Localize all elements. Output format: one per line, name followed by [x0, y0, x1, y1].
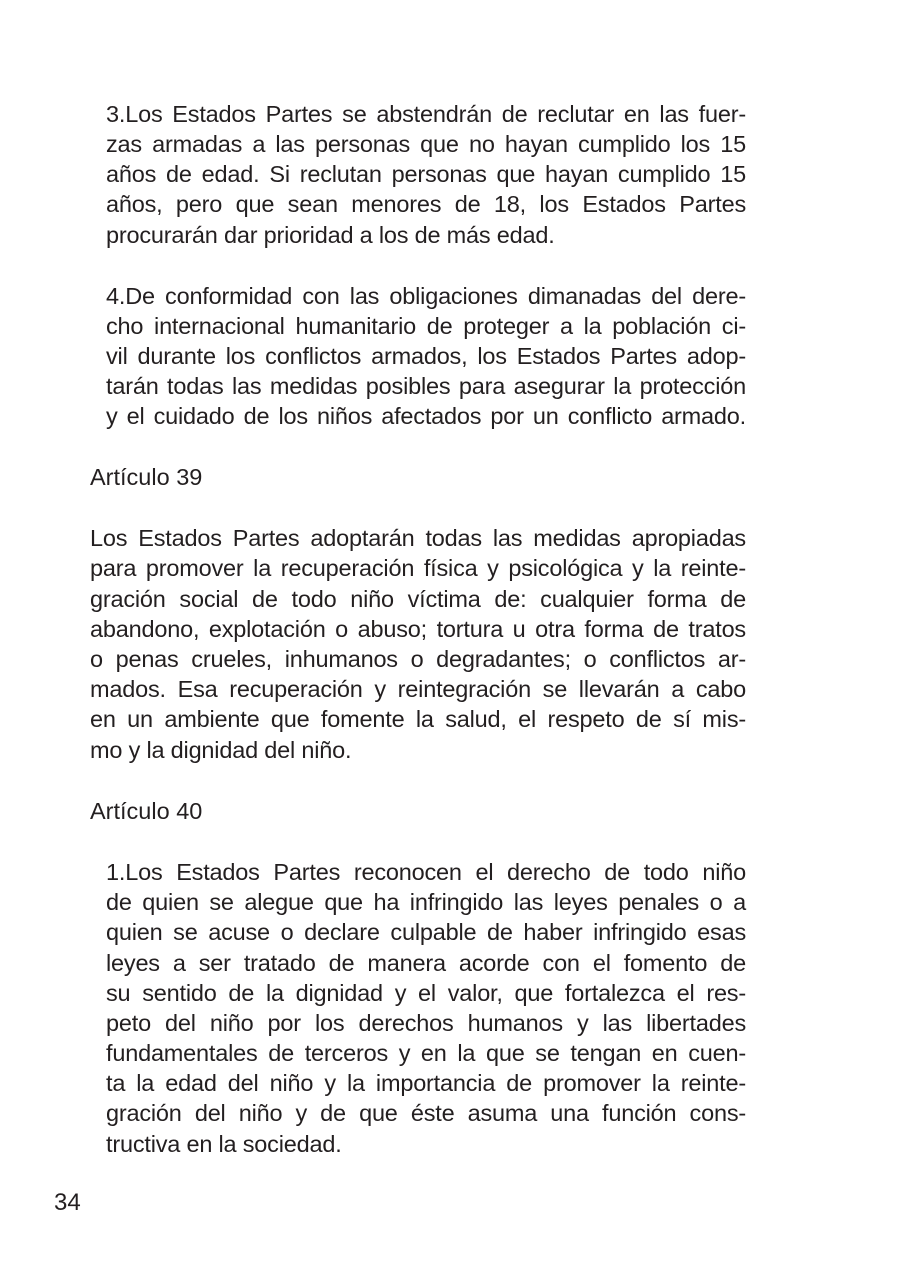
text-line: años, pero que sean menores de 18, los Estados Partes	[106, 191, 746, 217]
text-line: cho internacional humanitario de proteger a la población ci-	[106, 313, 746, 339]
text-line: procurarán dar prioridad a los de más edad.	[106, 222, 555, 248]
text-line: mados. Esa recuperación y reintegración se llevarán a cabo	[90, 676, 746, 702]
text-line: gración social de todo niño víctima de: cualquier forma de	[90, 586, 746, 612]
article-heading-39: Artículo 39	[90, 464, 203, 490]
text-line: vil durante los conflictos armados, los Estados Partes adop-	[106, 343, 746, 369]
text-line: leyes a ser tratado de manera acorde con el fomento de	[106, 950, 746, 976]
text-line: años de edad. Si reclutan personas que hayan cumplido 15	[106, 161, 746, 187]
text-line: Los Estados Partes adoptarán todas las medidas apropiadas	[90, 525, 746, 551]
text-line: tructiva en la sociedad.	[106, 1131, 342, 1157]
text-line: peto del niño por los derechos humanos y las libertades	[106, 1010, 746, 1036]
text-line: 3.Los Estados Partes se abstendrán de reclutar en las fuer-	[106, 101, 746, 127]
text-line: para promover la recuperación física y psicológica y la reinte-	[90, 555, 746, 581]
text-line: abandono, explotación o abuso; tortura u otra forma de tratos	[90, 616, 746, 642]
page-number: 34	[54, 1189, 81, 1216]
text-line: mo y la dignidad del niño.	[90, 737, 352, 763]
text-line: y el cuidado de los niños afectados por un conflicto armado.	[106, 403, 746, 429]
text-line: zas armadas a las personas que no hayan cumplido los 15	[106, 131, 746, 157]
text-line: o penas crueles, inhumanos o degradantes; o conflictos ar-	[90, 646, 746, 672]
text-line: fundamentales de terceros y en la que se tengan en cuen-	[106, 1040, 746, 1066]
text-line: quien se acuse o declare culpable de haber infringido esas	[106, 919, 746, 945]
text-line: de quien se alegue que ha infringido las leyes penales o a	[106, 889, 746, 915]
text-line: ta la edad del niño y la importancia de promover la reinte-	[106, 1070, 746, 1096]
text-line: en un ambiente que fomente la salud, el respeto de sí mis-	[90, 706, 746, 732]
article-heading-40: Artículo 40	[90, 798, 203, 824]
text-line: gración del niño y de que éste asuma una función cons-	[106, 1100, 746, 1126]
text-line: su sentido de la dignidad y el valor, que fortalezca el res-	[106, 980, 746, 1006]
text-line: 1.Los Estados Partes reconocen el derecho de todo niño	[106, 859, 746, 885]
text-line: 4.De conformidad con las obligaciones dimanadas del dere-	[106, 283, 746, 309]
text-line: tarán todas las medidas posibles para asegurar la protección	[106, 373, 746, 399]
